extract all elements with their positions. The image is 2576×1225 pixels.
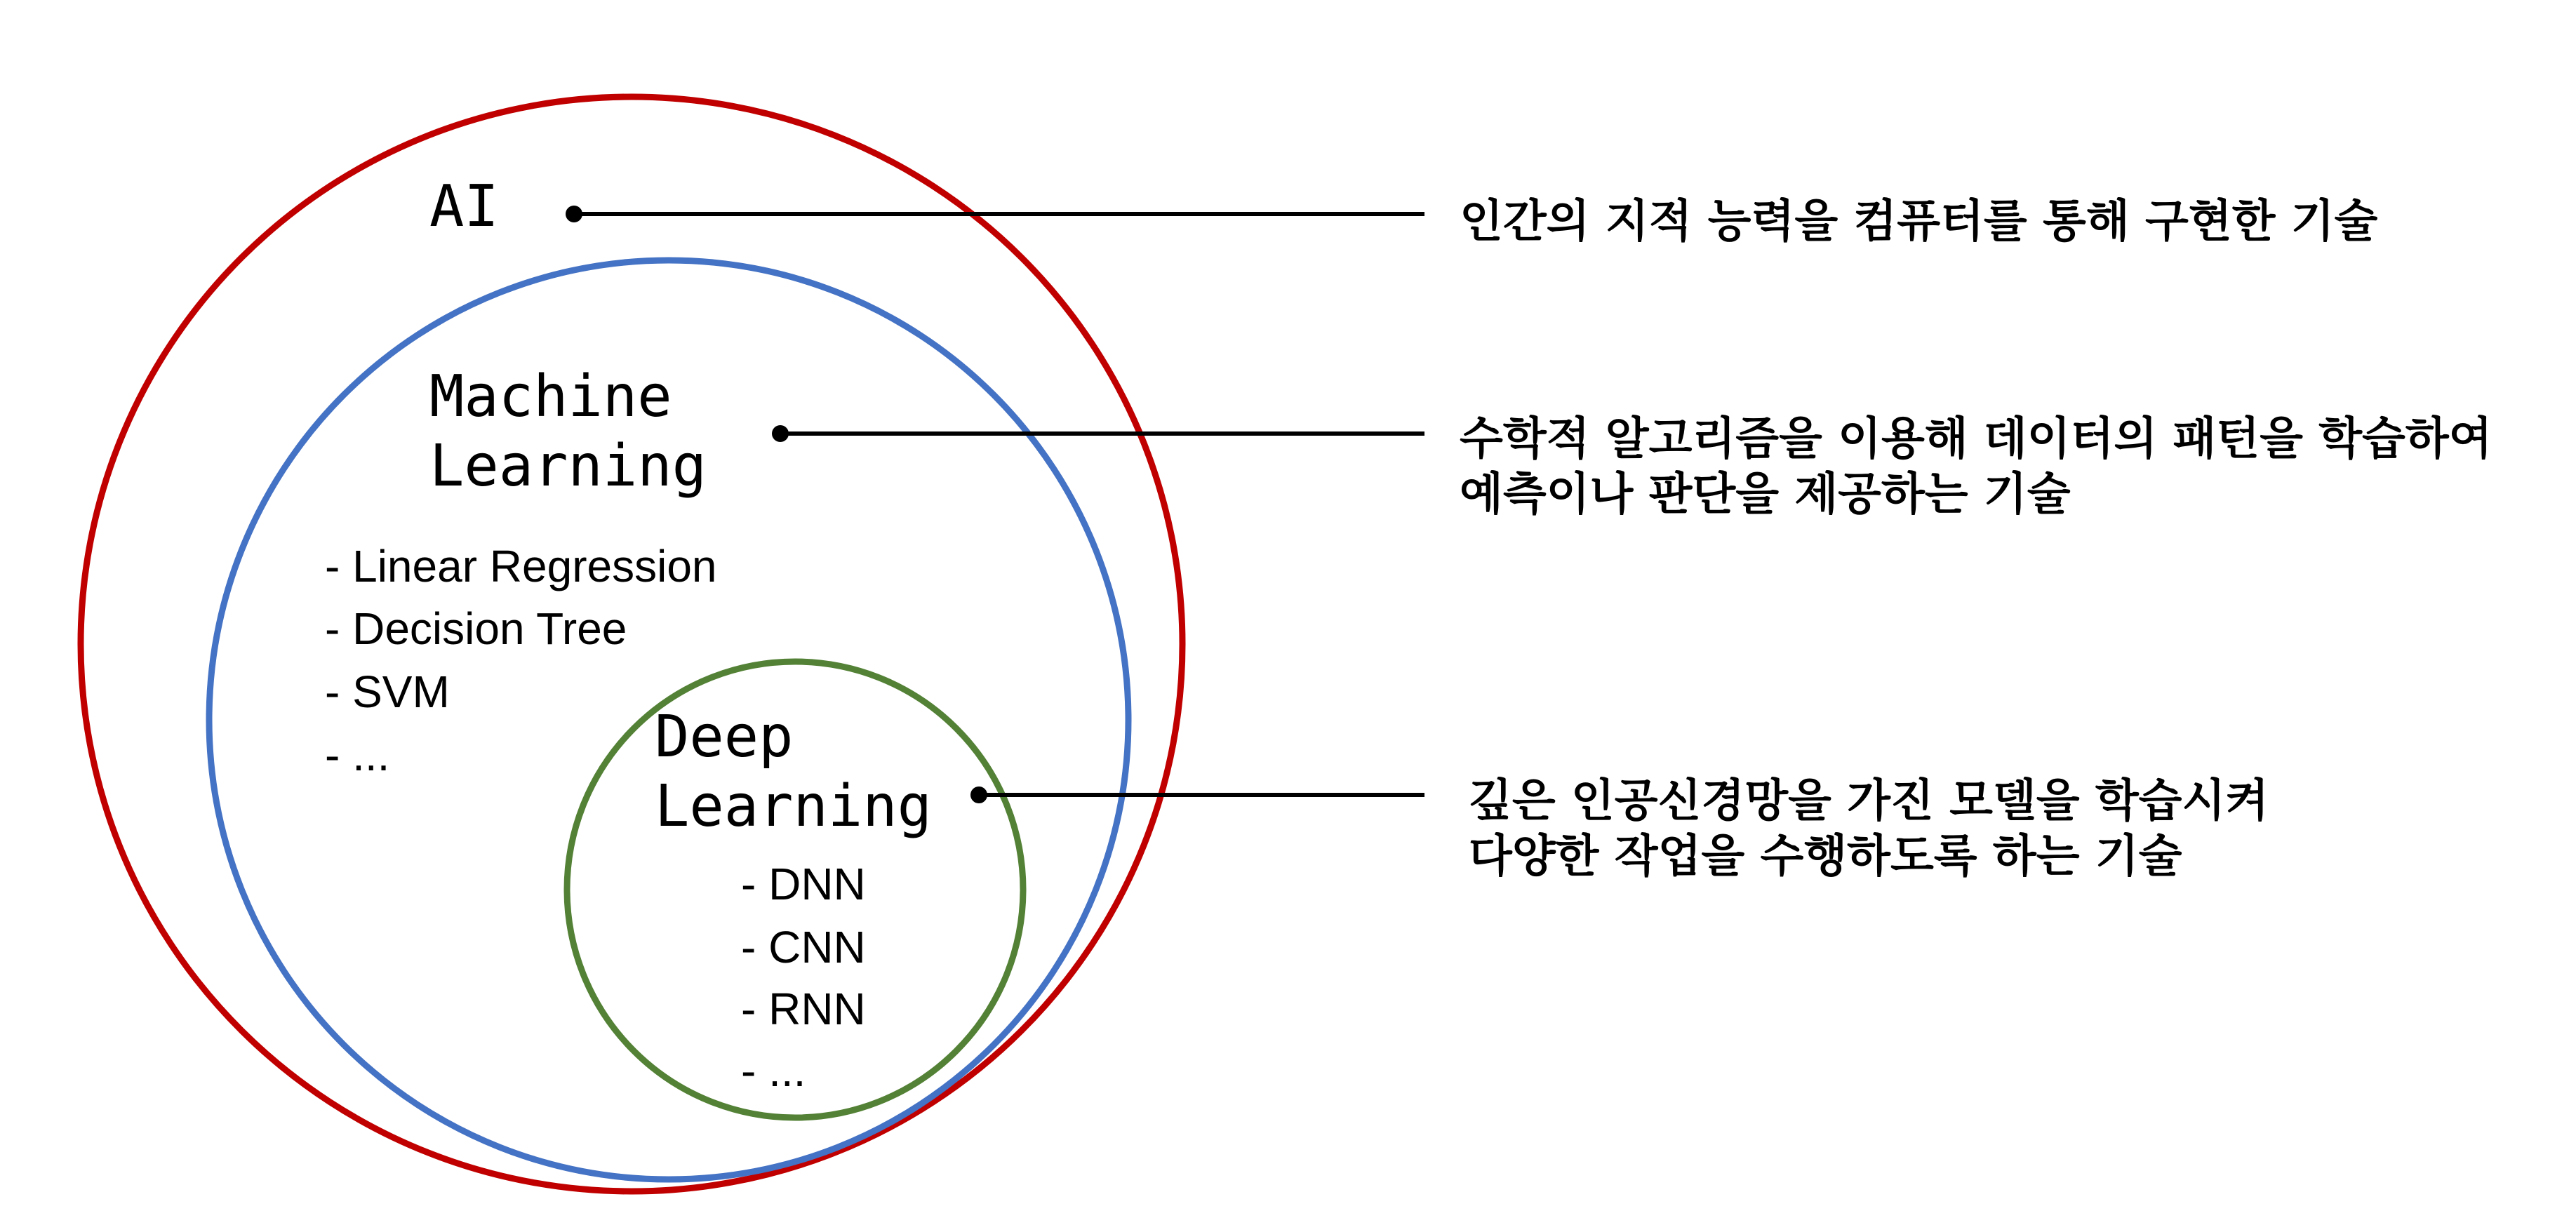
deep-learning-item: - CNN [741, 922, 866, 972]
machine-learning-title-line-1: Machine [429, 363, 672, 430]
machine-learning-description-line-1: 수학적 알고리즘을 이용해 데이터의 패턴을 학습하여 [1460, 413, 2492, 465]
deep-learning-item: - ... [741, 1045, 806, 1096]
machine-learning-leader [772, 425, 1424, 442]
machine-learning-item: - Decision Tree [325, 603, 627, 654]
ai-leader [566, 206, 1424, 222]
deep-learning-item: - RNN [741, 984, 866, 1034]
machine-learning-description-line-2: 예측이나 판단을 제공하는 기술 [1460, 469, 2071, 521]
deep-learning-description-line-2: 다양한 작업을 수행하도록 하는 기술 [1469, 831, 2182, 883]
machine-learning-title-line-2: Learning [429, 433, 707, 500]
ai-description: 인간의 지적 능력을 컴퓨터를 통해 구현한 기술 [1460, 196, 2378, 248]
machine-learning-item: - Linear Regression [325, 541, 717, 591]
deep-learning-leader [970, 786, 1424, 803]
deep-learning-title-line-1: Deep [655, 704, 794, 770]
deep-learning-item: - DNN [741, 859, 866, 909]
machine-learning-item: - SVM [325, 667, 450, 717]
deep-learning-description-line-1: 깊은 인공신경망을 가진 모델을 학습시켜 [1469, 775, 2269, 827]
ai-title: AI [429, 173, 499, 240]
deep-learning-title-line-2: Learning [655, 773, 932, 840]
machine-learning-item: - ... [325, 730, 390, 780]
